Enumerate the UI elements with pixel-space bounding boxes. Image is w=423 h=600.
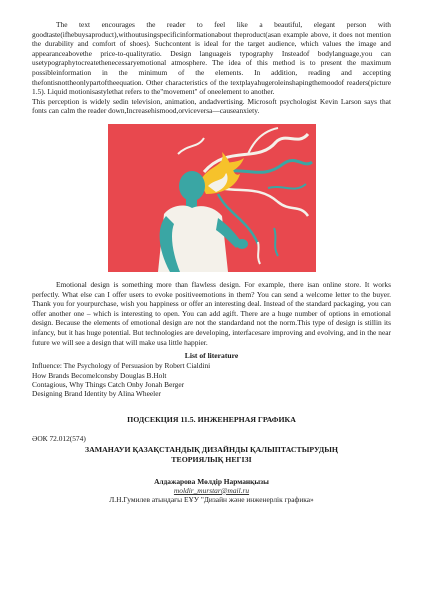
intro-paragraph-2: This perception is widely sedin television, animation, andadvertising. Microsoft psychologist Kevin Larson says that fonts can calm the reader down,Increasehismood,orviceversa—causeanxiety. [32,96,391,116]
illustration-svg [108,124,316,272]
author-affiliation: Л.Н.Гумилев атындағы ЕҰУ "Дизайн және инженерлік графика» [109,494,314,504]
author-email-line [32,486,391,495]
section-heading: ПОДСЕКЦИЯ 11.5. ИНЖЕНЕРНАЯ ГРАФИКА [127,414,296,424]
author-name: Алдажарова Мөлдір Нарманқызы [154,476,269,486]
article-title-line-2: ТЕОРИЯЛЫҚ НЕГІЗІ [171,454,252,464]
figure-hand [236,239,248,249]
intro-paragraph-1: The text encourages the reader to feel like a beautiful, elegant person with goodtaste(ifhebuysaproduct),withoutusingspecificinformationabout theproduct(asan example above, it does not mention the durability and comfort of shoes). Suchcontent is ideal for the target audience, which values the image and appearanceabovethe price-to-qualityratio. Design languageis typography Insteadof bodylanguage,you can usetypographytocreatethenecessaryemotional atmosphere. The idea of this method is to present the maximum possibleinformation in the minimum of the elements. In addition, reading and accepting thefontisnottheonlypartoftheequation. Other characteristics of the textplayahugeroleinshapingthemoodof readers(picture 1.5). Liquid motionisastylethat refers to the"movement" of oneelement to another. [32,20,391,97]
literature-item: How Brands Becomelconsby Douglas B.Holt [32,370,167,380]
author-email-link[interactable]: moldir_murstar@mail.ru [173,485,250,495]
literature-item: Designing Brand Identity by Alina Wheeler [32,389,161,399]
body-paragraph: Emotional design is something more than flawless design. For example, there isan online store. It works perfectly. What else can I offer users to evoke positiveemotions in them? You can send a welcome letter to the buyer. Thank you for yourpurchase, wish you happiness or offer an interesting deal. Instead of the standard packaging, you can offer another one – which is interesting to open. You can add agift. There are a huge number of options in emotional design. Because the elements of emotional design are not the standardand not the norm.This type of design is stillin its infancy, but it has huge potential. But technologies are developing, interfacesare improving and evolving, and in the near future we will see a design that will make usa little happier. [32,279,391,347]
article-title-line-1: ЗАМАНАУИ ҚАЗАҚСТАНДЫҚ ДИЗАЙНДЫ ҚАЛЫПТАСТЫРУДЫҢ [85,444,338,454]
figure-head [179,171,205,201]
literature-list [32,361,391,399]
udk-code: ӘОК 72.012(574) [32,433,86,443]
literature-item: Influence: The Psychology of Persuasion by Robert Cialdini [32,361,211,371]
literature-title: List of literature [184,351,239,361]
literature-item: Contagious, Why Things Catch Onby Jonah Berger [32,379,185,389]
emotional-design-illustration [108,124,316,272]
article-title [32,445,391,465]
